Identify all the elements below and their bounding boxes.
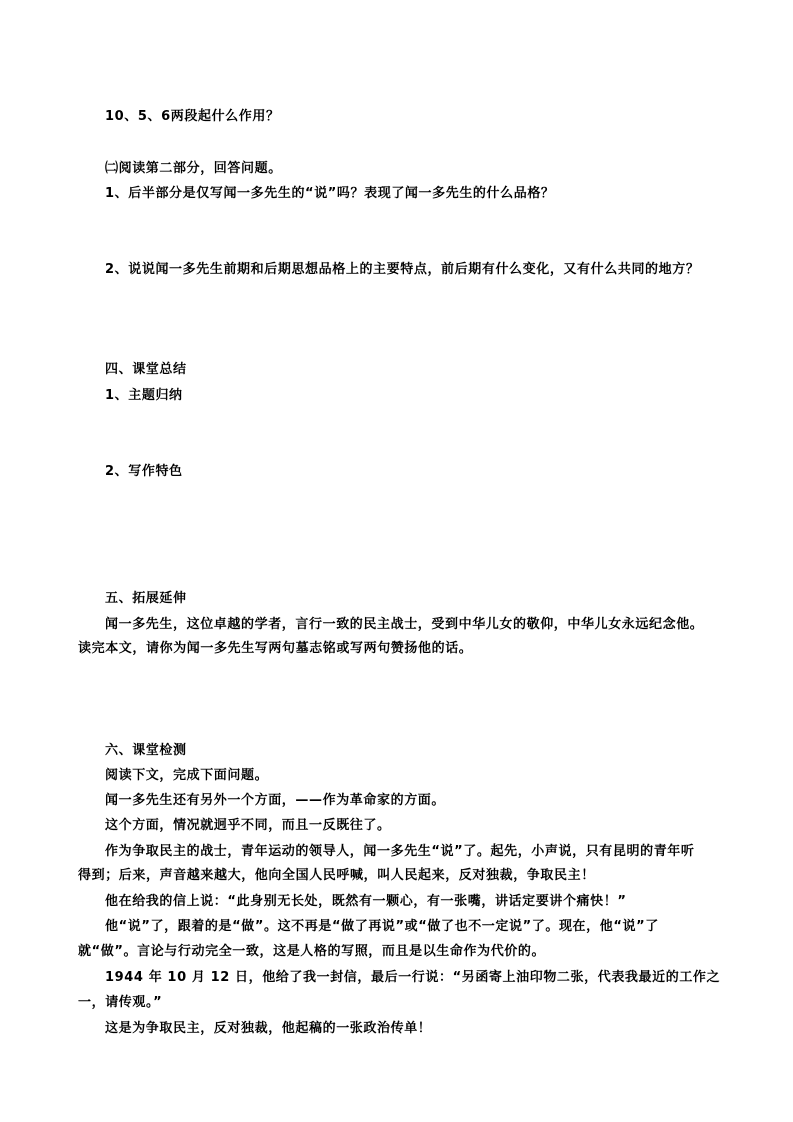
- section6-instruction: 阅读下文，完成下面问题。: [105, 768, 269, 783]
- passage-paragraph-7: 这是为争取民主，反对独裁，他起稿的一张政治传单！: [105, 1021, 432, 1036]
- section5-paragraph-line-2: 读完本文，请你为闻一多先生写两句墓志铭或写两句赞扬他的话。: [78, 641, 473, 656]
- passage-paragraph-3-line-1: 作为争取民主的战士，青年运动的领导人，闻一多先生“说”了。起先，小声说，只有昆明的青年听: [105, 844, 695, 859]
- part2-question-2: 2、说说闻一多先生前期和后期思想品格上的主要特点，前后期有什么变化，又有什么共同的地方？: [105, 262, 700, 277]
- passage-paragraph-6-line-2: 一，请传观。”: [78, 995, 163, 1010]
- section5-heading: 五、拓展延伸: [105, 591, 187, 606]
- passage-paragraph-1: 闻一多先生还有另外一个方面，——作为革命家的方面。: [105, 793, 446, 808]
- part2-heading: ㈡阅读第二部分，回答问题。: [105, 161, 282, 176]
- passage-paragraph-5-line-2: 就“做”。言论与行动完全一致，这是人格的写照，而且是以生命作为代价的。: [78, 944, 546, 959]
- passage-paragraph-5-line-1: 他“说”了，跟着的是“做”。这不再是“做了再说”或“做了也不一定说”了。现在，他“说”了: [105, 919, 659, 934]
- passage-paragraph-6-line-1: 1944 年 10 月 12 日，他给了我一封信，最后一行说：“另函寄上油印物二张，代表我最近的工作之: [105, 970, 721, 985]
- section6-heading: 六、课堂检测: [105, 743, 187, 758]
- passage-paragraph-3-line-2: 得到；后来，声音越来越大，他向全国人民呼喊，叫人民起来，反对独裁，争取民主！: [78, 868, 595, 883]
- section5-paragraph-line-1: 闻一多先生，这位卓越的学者，言行一致的民主战士，受到中华儿女的敬仰，中华儿女永远纪念他。: [105, 617, 704, 632]
- section4-item-1: 1、主题归纳: [105, 388, 183, 403]
- passage-paragraph-4: 他在给我的信上说：“此身别无长处，既然有一颗心，有一张嘴，讲话定要讲个痛快！”: [105, 894, 627, 909]
- section4-item-2: 2、写作特色: [105, 464, 183, 479]
- section4-heading: 四、课堂总结: [105, 362, 187, 377]
- passage-paragraph-2: 这个方面，情况就迥乎不同，而且一反既往了。: [105, 818, 391, 833]
- part2-question-1: 1、后半部分是仅写闻一多先生的“说”吗？表现了闻一多先生的什么品格？: [105, 186, 555, 201]
- question-10: 10、5、6两段起什么作用？: [105, 109, 280, 124]
